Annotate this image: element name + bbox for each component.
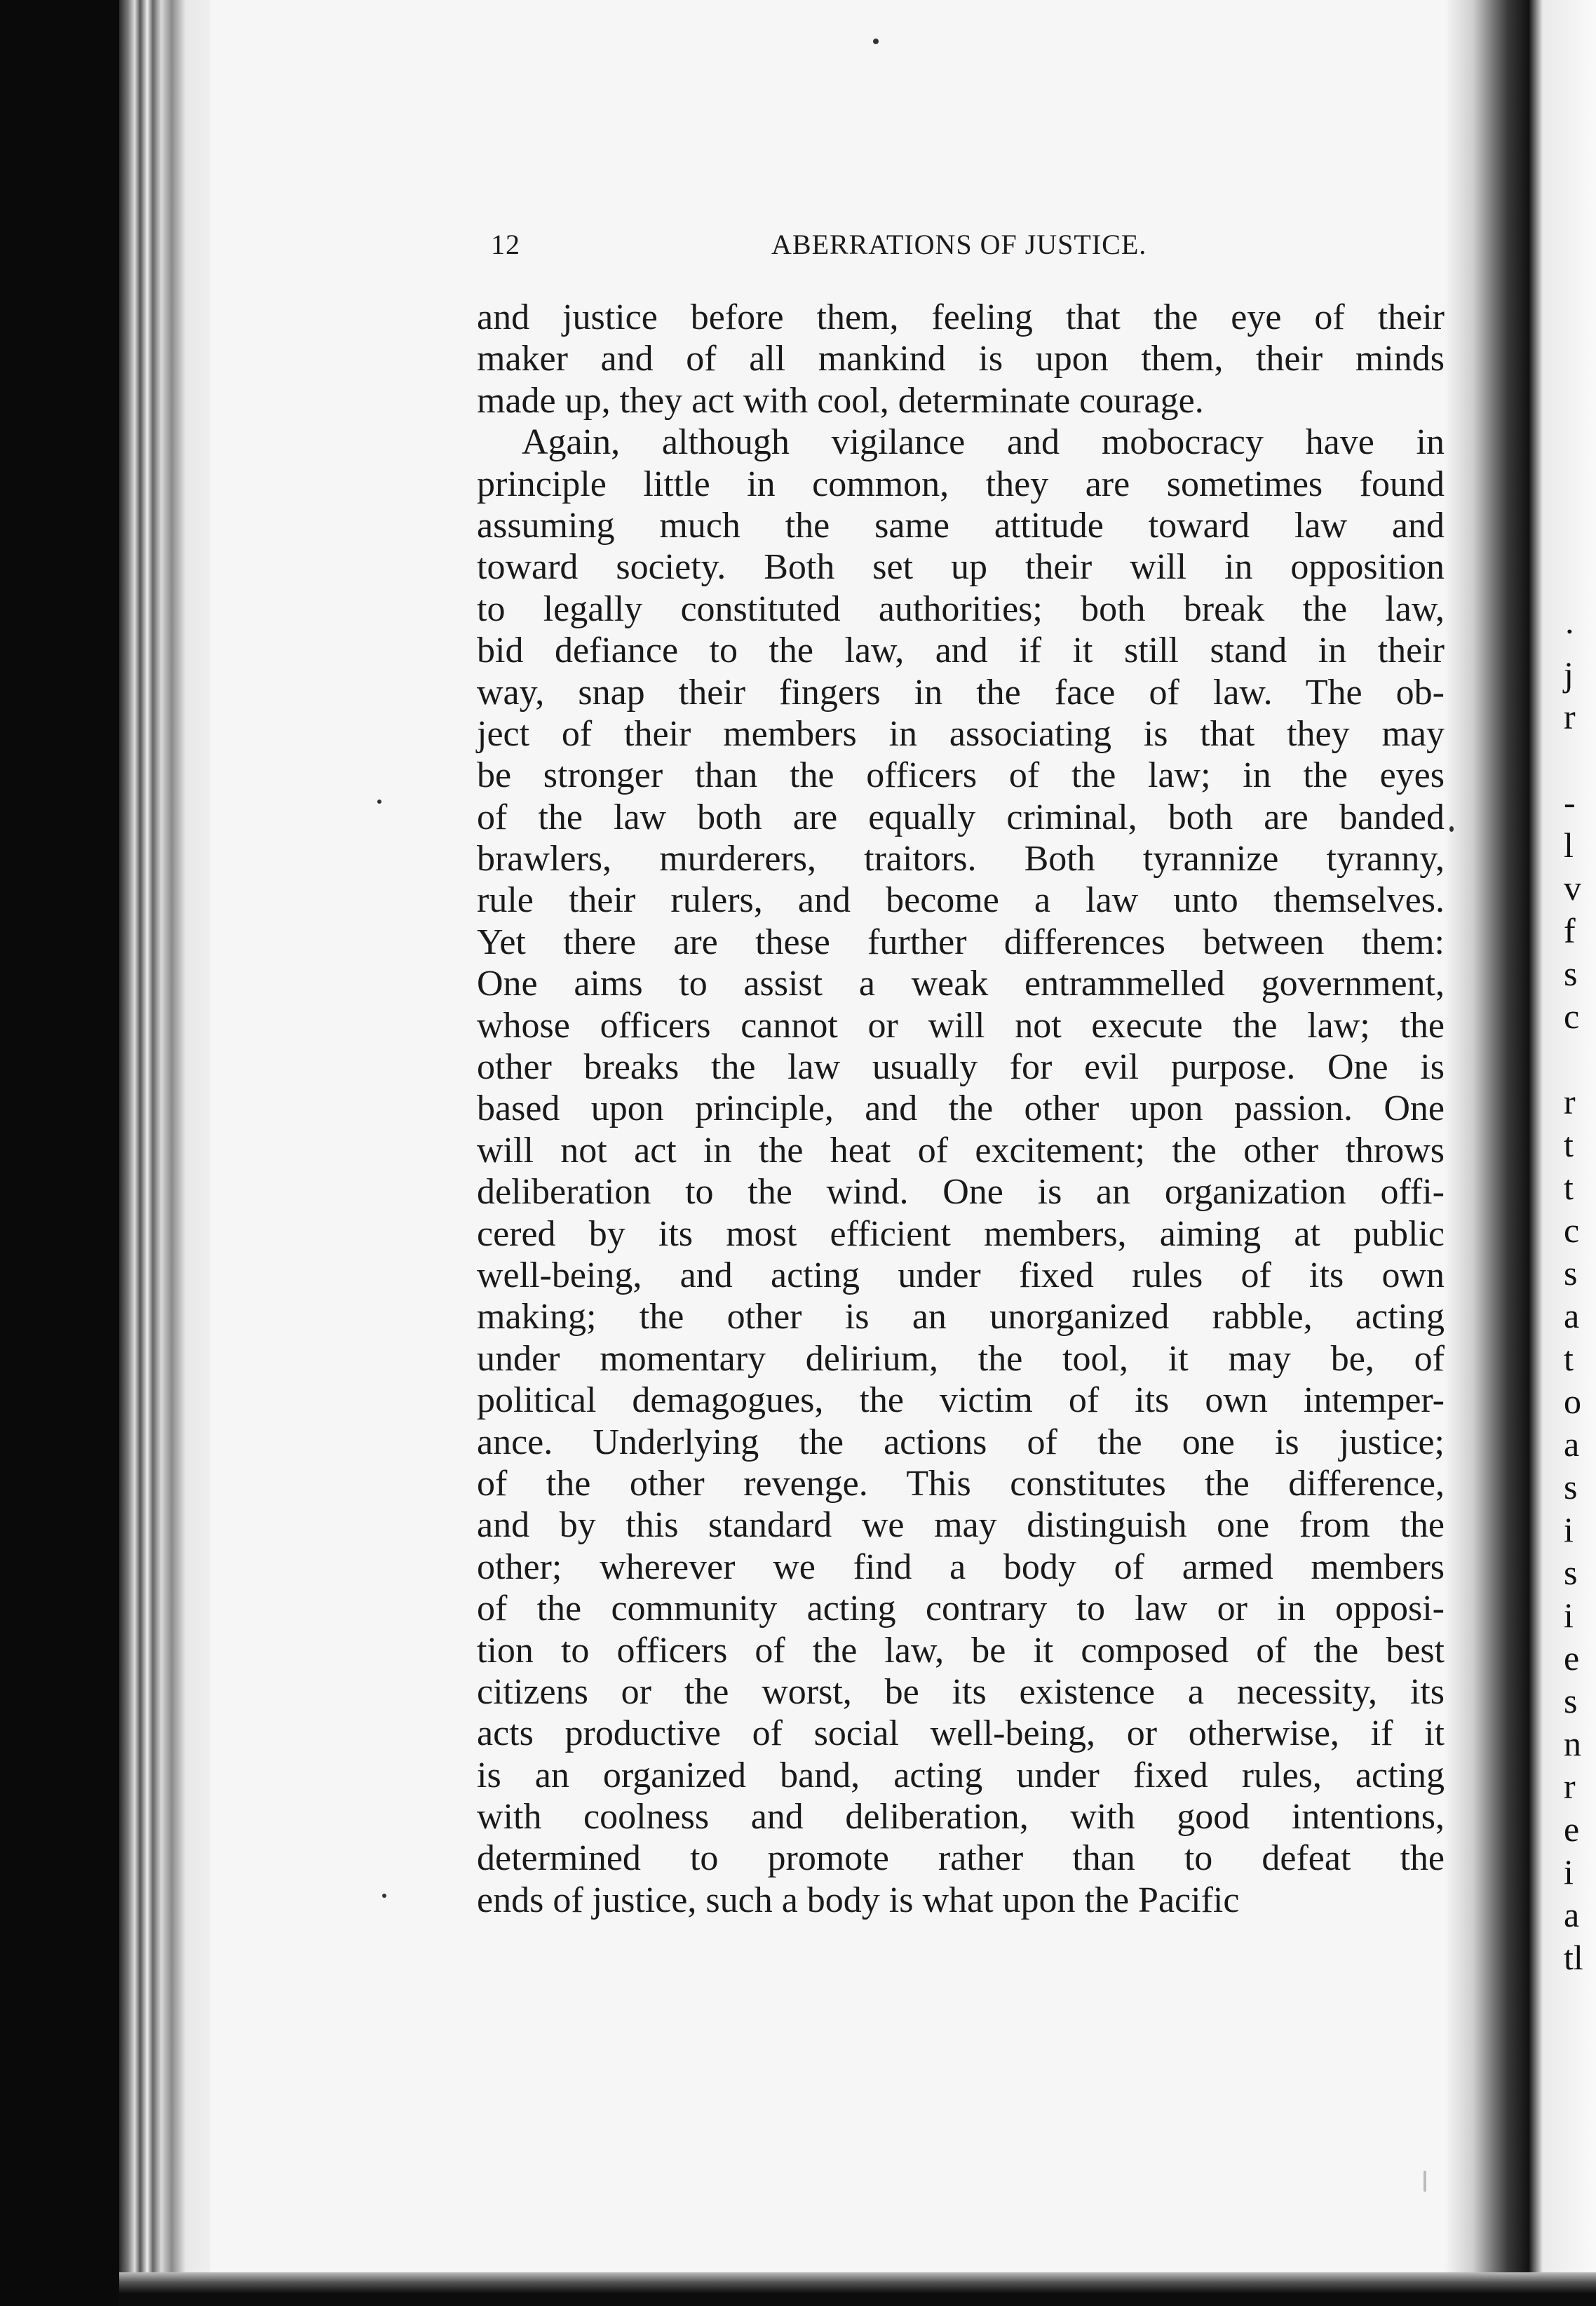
facing-page-fragment: a (1564, 1296, 1580, 1335)
text-line: and by this standard we may distinguish one from the (477, 1505, 1445, 1546)
facing-page-fragment: - (1564, 783, 1576, 822)
facing-page-fragment: r (1564, 1082, 1576, 1121)
paper-speck (382, 1894, 386, 1898)
text-line: bid defiance to the law, and if it still stand in their (477, 631, 1445, 671)
text-line: ance. Underlying the actions of the one is justice; (477, 1422, 1445, 1462)
facing-page-fragment: f (1564, 911, 1576, 950)
facing-page-fragment: t (1564, 1339, 1574, 1378)
facing-page-fragment: r (1564, 697, 1576, 736)
text-line: of the community acting contrary to law or in opposi- (477, 1589, 1445, 1629)
body-text (477, 297, 1445, 1921)
facing-page-fragment: tl (1564, 1938, 1583, 1977)
text-line: tion to officers of the law, be it composed of the best (477, 1630, 1445, 1671)
facing-page-fragment: i (1564, 1596, 1574, 1635)
text-line: toward society. Both set up their will in opposition (477, 547, 1445, 588)
facing-page-fragment: l (1564, 825, 1574, 865)
text-line: whose officers cannot or will not execute the law; the (477, 1005, 1445, 1046)
text-line: be stronger than the officers of the law; in the eyes (477, 755, 1445, 796)
book-spine (119, 0, 224, 2306)
facing-page-fragments (1564, 610, 1596, 1979)
text-line: ject of their members in associating is that they may (477, 713, 1445, 754)
text-line: will not act in the heat of excitement; the other throws (477, 1130, 1445, 1171)
facing-page-fragment: a (1564, 1424, 1580, 1464)
facing-page-fragment (1564, 739, 1596, 781)
binding-shadow (0, 0, 119, 2306)
text-line: other breaks the law usually for evil purpose. One is (477, 1047, 1445, 1088)
text-line: maker and of all mankind is upon them, their minds (477, 339, 1445, 379)
facing-page-fragment: o (1564, 1382, 1581, 1421)
paper-speck (873, 39, 879, 44)
facing-page-fragment: s (1564, 1681, 1578, 1720)
text-line: of the other revenge. This constitutes the difference, (477, 1463, 1445, 1504)
facing-page-fragment (1564, 1038, 1596, 1081)
paper-speck (377, 800, 381, 804)
text-line: other; wherever we find a body of armed members (477, 1546, 1445, 1587)
text-line: ends of justice, such a body is what upon the Pacific (477, 1880, 1240, 1920)
text-line: with coolness and deliberation, with good intentions, (477, 1797, 1445, 1838)
paper-speck (1449, 826, 1454, 832)
facing-page-fragment: v (1564, 868, 1581, 908)
facing-page-fragment: a (1564, 1895, 1580, 1934)
facing-page-fragment: e (1564, 1638, 1580, 1678)
text-line: political demagogues, the victim of its own intemper- (477, 1380, 1445, 1421)
facing-page-fragment: c (1564, 1211, 1580, 1250)
text-line: well-being, and acting under fixed rules of its own (477, 1255, 1445, 1295)
page-number: 12 (491, 229, 520, 260)
page-bottom-edge (119, 2272, 1596, 2306)
facing-page-fragment: t (1564, 1168, 1574, 1207)
text-line: to legally constituted authorities; both break the law, (477, 588, 1445, 629)
facing-page-fragment: s (1564, 1553, 1578, 1592)
text-line: making; the other is an unorganized rabble, acting (477, 1297, 1445, 1337)
facing-page-fragment: i (1564, 1510, 1574, 1549)
facing-page-fragment: e (1564, 1809, 1580, 1849)
text-line: citizens or the worst, be its existence a necessity, its (477, 1671, 1445, 1712)
facing-page-fragment: · (1564, 612, 1576, 651)
paper-speck (1423, 2171, 1426, 2192)
text-line: One aims to assist a weak entrammelled government, (477, 964, 1445, 1004)
facing-page-fragment: r (1564, 1767, 1576, 1806)
running-title: ABERRATIONS OF JUSTICE. (771, 229, 1147, 260)
text-line: based upon principle, and the other upon passion. One (477, 1088, 1445, 1129)
facing-page-fragment: n (1564, 1724, 1581, 1763)
text-line: determined to promote rather than to defeat the (477, 1838, 1445, 1879)
text-line: assuming much the same attitude toward law and (477, 505, 1445, 546)
text-line: Again, although vigilance and mobocracy have in (522, 422, 1445, 463)
text-line: acts productive of social well-being, or otherwise, if it (477, 1713, 1445, 1754)
facing-page-fragment: j (1564, 654, 1574, 694)
text-line: brawlers, murderers, traitors. Both tyrannize tyranny, (477, 839, 1445, 879)
text-line: principle little in common, they are sometimes found (477, 464, 1445, 504)
text-line: way, snap their fingers in the face of law. The ob- (477, 672, 1445, 713)
facing-page-fragment: s (1564, 954, 1578, 993)
text-line: deliberation to the wind. One is an organization offi- (477, 1172, 1445, 1213)
text-line: cered by its most efficient members, aiming at public (477, 1213, 1445, 1254)
text-line: and justice before them, feeling that the eye of their (477, 297, 1445, 337)
text-line: made up, they act with cool, determinate courage. (477, 380, 1204, 421)
facing-page-fragment: s (1564, 1467, 1578, 1506)
facing-page-fragment: t (1564, 1125, 1574, 1164)
facing-page-fragment: s (1564, 1253, 1578, 1293)
running-header (491, 228, 1220, 270)
facing-page-fragment: i (1564, 1852, 1574, 1892)
text-line: Yet there are these further differences between them: (477, 922, 1445, 962)
text-line: under momentary delirium, the tool, it may be, of (477, 1338, 1445, 1379)
facing-page-fragment: c (1564, 997, 1580, 1036)
text-line: is an organized band, acting under fixed rules, acting (477, 1755, 1445, 1795)
text-line: of the law both are equally criminal, both are banded (477, 797, 1445, 837)
text-line: rule their rulers, and become a law unto themselves. (477, 880, 1445, 921)
